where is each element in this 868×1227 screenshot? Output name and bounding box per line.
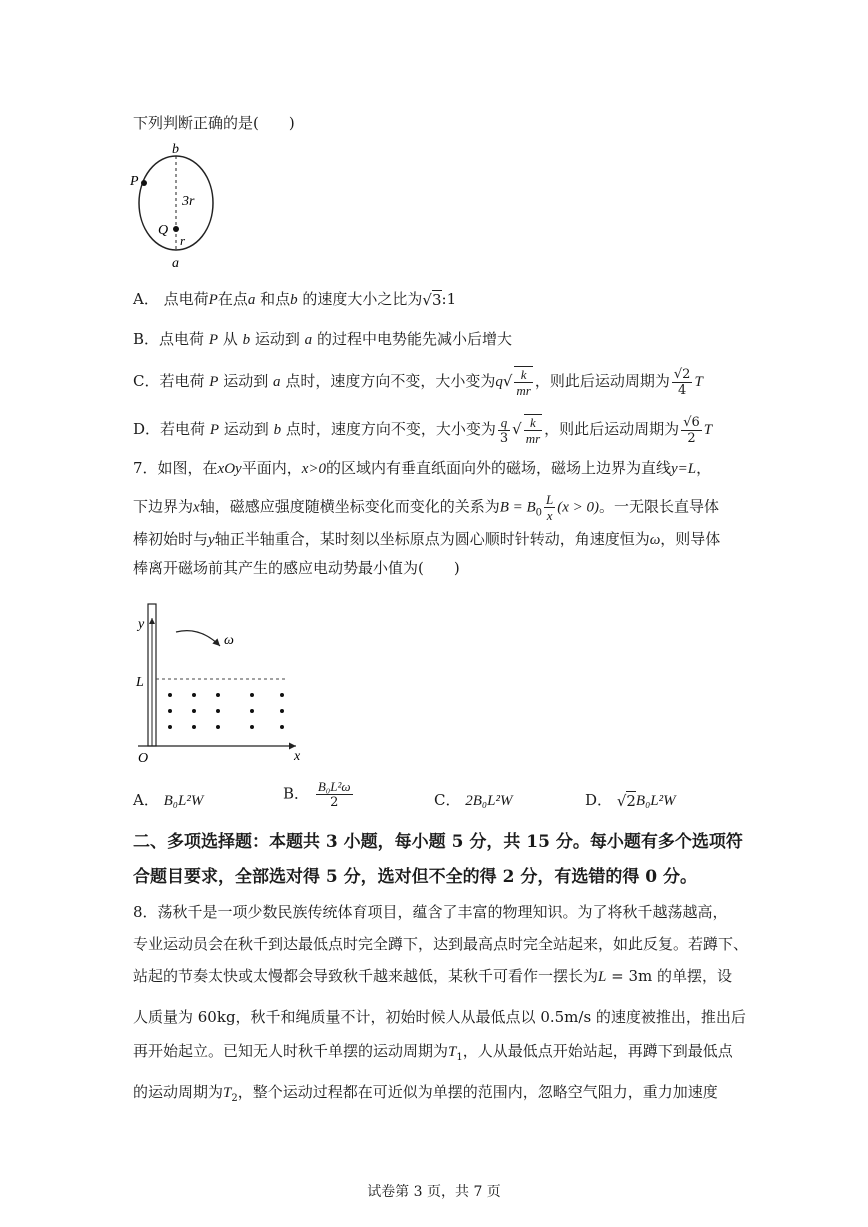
label-r: r bbox=[180, 233, 186, 248]
q7-field-figure bbox=[128, 600, 308, 770]
q6-option-a: A． 点电荷P在点a 和点b 的速度大小之比为√3:1 bbox=[133, 290, 457, 309]
q7-option-c: C． 2B₀L²W bbox=[434, 791, 513, 809]
q7-option-d: D． √2B₀L²W bbox=[585, 791, 676, 810]
q6-circle-figure bbox=[128, 143, 228, 271]
section2-heading-line2: 合题目要求，全部选对得 5 分，选对但不全的得 2 分，有选错的得 0 分。 bbox=[133, 867, 697, 887]
label-L: L bbox=[136, 675, 144, 690]
q7-line4: 棒离开磁场前其产生的感应电动势最小值为( ) bbox=[133, 559, 460, 577]
magnetic-field-dots bbox=[168, 693, 284, 729]
q7-line3: 棒初始时与y轴正半轴重合，某时刻以坐标原点为圆心顺时针转动，角速度恒为ω，则导体 bbox=[133, 530, 721, 548]
q7-option-b: B． $\frac{\text{B₀L²ω}}{2}$ bbox=[283, 779, 351, 810]
label-omega: ω bbox=[224, 633, 234, 648]
point-Q bbox=[173, 226, 179, 232]
section2-heading-line1: 二、多项选择题：本题共 3 小题，每小题 5 分，共 15 分。每小题有多个选项符 bbox=[133, 832, 743, 852]
q7-option-a: A． B₀L²W bbox=[133, 791, 204, 809]
label-Q: Q bbox=[158, 223, 169, 238]
label-b: b bbox=[172, 143, 179, 157]
q8-line6: 的运动周期为$T_2$，整个运动过程都在可近似为单摆的范围内，忽略空气阻力，重力加速度 bbox=[133, 1083, 718, 1104]
label-3r: 3r bbox=[182, 194, 195, 209]
q8-line1: 8．荡秋千是一项少数民族传统体育项目，蕴含了丰富的物理知识。为了将秋千越荡越高， bbox=[133, 903, 728, 921]
q7-line2: 下边界为x轴，磁感应强度随横坐标变化而变化的关系为$B = B_0$ $\frac{L}{x}$ (x > 0)。一无限长直导体 bbox=[133, 492, 720, 523]
q8-line3: 站起的节奏太快或太慢都会导致秋千越来越低，某秋千可看作一摆长为L = 3m 的单摆，设 bbox=[133, 967, 732, 985]
q6-option-d: D．若电荷 P 运动到 b 点时，速度方向不变，大小变为 $\frac{q}{3}$ √ $\frac{k}{mr}$ ，则此后运动周期为 $\frac{√6}{2}$ T bbox=[133, 414, 713, 446]
label-O: O bbox=[138, 751, 149, 766]
label-y: y bbox=[138, 617, 145, 632]
q8-line2: 专业运动员会在秋千到达最低点时完全蹲下，达到最高点时完全站起来，如此反复。若蹲下、 bbox=[133, 935, 749, 953]
q6-option-b: B．点电荷 P 从 b 运动到 a 的过程中电势能先减小后增大 bbox=[133, 330, 512, 348]
q7-line1: 7．如图，在xOy平面内，x>0的区域内有垂直纸面向外的磁场，磁场上边界为直线y=L， bbox=[133, 459, 712, 477]
rotation-arrow bbox=[176, 631, 220, 646]
label-P: P bbox=[130, 174, 139, 189]
label-x: x bbox=[294, 749, 301, 764]
q8-line4: 人质量为 60kg，秋千和绳质量不计，初始时候人从最低点以 0.5m/s 的速度被推出，推出后 bbox=[133, 1008, 746, 1026]
page-footer: 试卷第 3 页，共 7 页 bbox=[367, 1184, 501, 1200]
point-P bbox=[141, 180, 147, 186]
label-a: a bbox=[172, 256, 179, 271]
q6-stem: 下列判断正确的是( ) bbox=[133, 114, 295, 132]
q8-line5: 再开始起立。已知无人时秋千单摆的运动周期为$T_1$，人从最低点开始站起，再蹲下到最低点 bbox=[133, 1042, 733, 1063]
q6-option-c: C．若电荷 P 运动到 a 点时，速度方向不变，大小变为q√ $\frac{k}{mr}$ ，则此后运动周期为 $\frac{√2}{4}$ T bbox=[133, 366, 703, 398]
